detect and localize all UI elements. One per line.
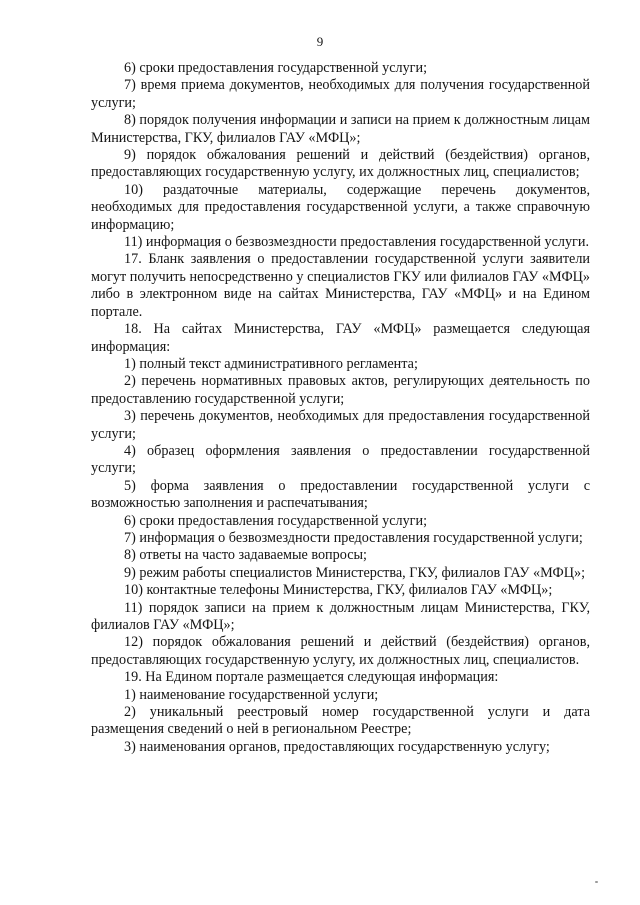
paragraph: 7) информация о безвозмездности предоставления государственной услуги; bbox=[124, 529, 583, 546]
paragraph: 3) перечень документов, необходимых для предоставления государственной услуги; bbox=[91, 408, 590, 442]
paragraph: 2) перечень нормативных правовых актов, регулирующих деятельность по предоставлению государственной услуги; bbox=[91, 373, 590, 407]
paragraph: 9) порядок обжалования решений и действий (бездействия) органов, предоставляющих государственную услугу, их должностных лиц, специалистов; bbox=[91, 147, 590, 181]
paragraph: 19. На Едином портале размещается следующая информация: bbox=[124, 669, 499, 686]
paragraph: 1) полный текст административного регламента; bbox=[124, 355, 418, 372]
paragraph: 2) уникальный реестровый номер государственной услуги и дата размещения сведений о ней в региональном Реестре; bbox=[91, 704, 590, 738]
paragraph: 9) режим работы специалистов Министерства, ГКУ, филиалов ГАУ «МФЦ»; bbox=[124, 564, 586, 581]
paragraph: 6) сроки предоставления государственной услуги; bbox=[124, 512, 428, 529]
paragraph: 18. На сайтах Министерства, ГАУ «МФЦ» размещается следующая информация: bbox=[91, 321, 590, 355]
paragraph: 5) форма заявления о предоставлении государственной услуги с возможностью заполнения и распечатывания; bbox=[91, 477, 590, 512]
paragraph: 10) раздаточные материалы, содержащие перечень документов, необходимых для предоставления государственной услуги, а также справочную информацию; bbox=[91, 181, 590, 233]
paragraph: 8) ответы на часто задаваемые вопросы; bbox=[124, 547, 367, 564]
paragraph: 6) сроки предоставления государственной услуги; bbox=[124, 60, 428, 76]
paragraph: 11) информация о безвозмездности предоставления государственной услуги. bbox=[124, 234, 590, 251]
paragraph: 12) порядок обжалования решений и действий (бездействия) органов, предоставляющих государственную услугу, их должностных лиц, специалистов. bbox=[91, 634, 590, 668]
paragraph: 10) контактные телефоны Министерства, ГКУ, филиалов ГАУ «МФЦ»; bbox=[124, 582, 553, 599]
paragraph: 17. Бланк заявления о предоставлении государственной услуги заявители могут получить непосредственно у специалистов ГКУ или филиалов ГАУ «МФЦ» либо в электронном виде на сайтах Министерства, ГАУ «МФЦ» и на Едином портале. bbox=[91, 251, 590, 320]
paragraph: 4) образец оформления заявления о предоставлении государственной услуги; bbox=[91, 442, 590, 477]
page-number: 9 bbox=[316, 34, 324, 49]
scan-artifact-dot bbox=[595, 881, 598, 883]
paragraph: 7) время приема документов, необходимых для получения государственной услуги; bbox=[91, 77, 590, 111]
paragraph: 3) наименования органов, предоставляющих государственную услугу; bbox=[124, 738, 550, 755]
paragraph: 1) наименование государственной услуги; bbox=[124, 686, 379, 703]
paragraph: 11) порядок записи на прием к должностным лицам Министерства, ГКУ, филиалов ГАУ «МФЦ»; bbox=[91, 599, 590, 633]
paragraph: 8) порядок получения информации и записи на прием к должностным лицам Министерства, ГКУ, филиалов ГАУ «МФЦ»; bbox=[91, 112, 590, 146]
document-body bbox=[91, 60, 590, 756]
